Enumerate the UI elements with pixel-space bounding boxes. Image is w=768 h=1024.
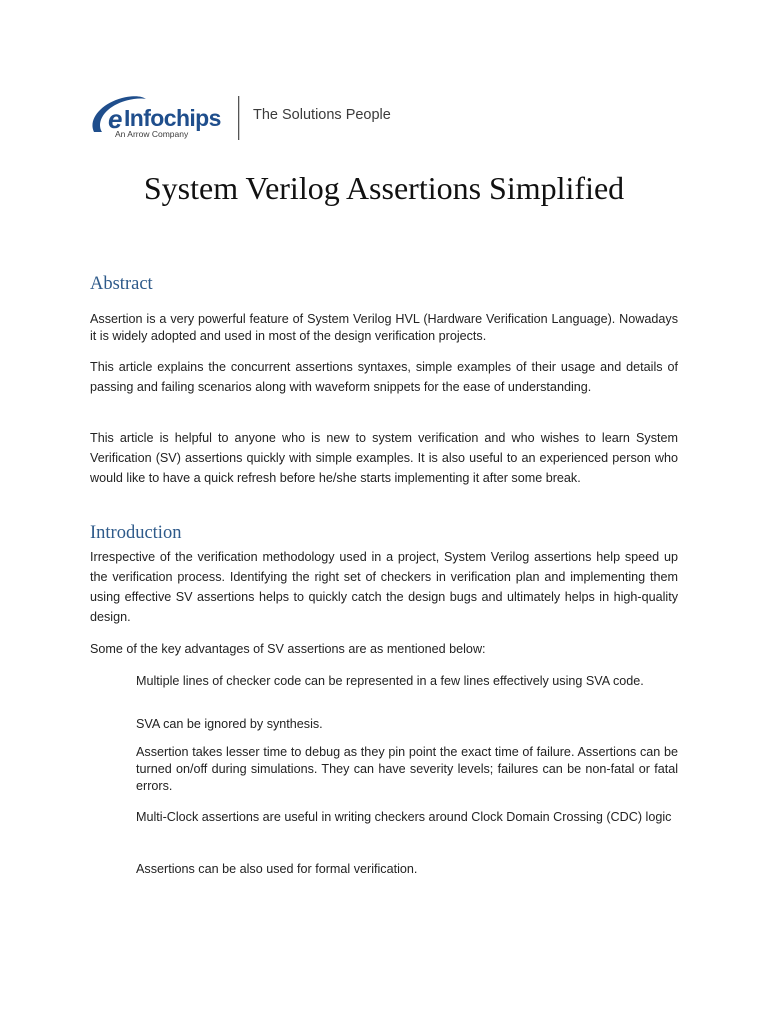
company-logo	[88, 86, 408, 146]
introduction-paragraph: Irrespective of the verification methodology used in a project, System Verilog assertions help speed up the verification process. Identifying the right set of checkers in verification plan and implementing them using effective SV assertions helps to quickly catch the design bugs and ultimately helps in high-quality design.	[90, 550, 678, 624]
advantage-item: Assertions can be also used for formal verification.	[136, 862, 418, 876]
document-title: System Verilog Assertions Simplified	[143, 170, 625, 206]
logo-subtitle: An Arrow Company	[115, 129, 189, 139]
abstract-paragraph: Assertion is a very powerful feature of System Verilog HVL (Hardware Verification Language). Nowadays it is widely adopted and used in most of the design verification projects.	[90, 312, 678, 343]
advantage-item: Assertion takes lesser time to debug as they pin point the exact time of failure. Assertions can be turned on/off during simulations. They can have severity levels; failures can be non-fatal or fatal errors.	[136, 745, 678, 793]
svg-text:Infochips: Infochips	[124, 105, 221, 131]
introduction-paragraph: Some of the key advantages of SV assertions are as mentioned below:	[90, 642, 486, 656]
logo-tagline: The Solutions People	[253, 107, 391, 123]
advantage-item: Multiple lines of checker code can be represented in a few lines effectively using SVA code.	[136, 674, 644, 688]
svg-text:e: e	[108, 104, 123, 134]
advantage-item: SVA can be ignored by synthesis.	[136, 717, 323, 731]
introduction-heading: Introduction	[90, 523, 182, 543]
abstract-paragraph: This article is helpful to anyone who is new to system verification and who wishes to learn System Verification (SV) assertions quickly with simple examples. It is also useful to an experienced person who would like to have a quick refresh before he/she starts implementing it after some break.	[90, 431, 678, 485]
advantage-item: Multi-Clock assertions are useful in writing checkers around Clock Domain Crossing (CDC) logic	[136, 810, 672, 824]
abstract-heading: Abstract	[90, 274, 153, 294]
abstract-paragraph: This article explains the concurrent assertions syntaxes, simple examples of their usage and details of passing and failing scenarios along with waveform snippets for the ease of understanding.	[90, 360, 678, 394]
